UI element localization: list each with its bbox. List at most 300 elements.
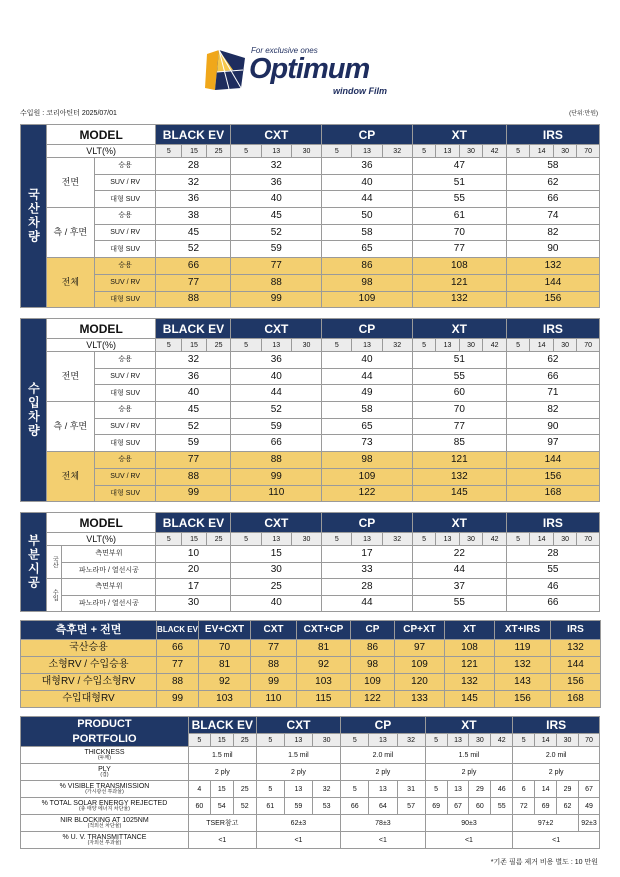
price-cell: 55	[412, 368, 506, 385]
vehicle-type: 파노라마 / 열선시공	[62, 562, 156, 579]
group-label: 전면	[46, 352, 94, 402]
price-cell: 66	[231, 435, 322, 452]
spec-value: <1	[256, 832, 340, 849]
price-cell: 52	[231, 224, 322, 241]
vlt-value: 30	[313, 734, 341, 747]
price-cell: 122	[322, 485, 413, 502]
price-row	[21, 158, 600, 175]
price-cell: 28	[156, 158, 231, 175]
spec-label-ko: (두께)	[97, 755, 111, 761]
vlt-value: 13	[352, 145, 382, 158]
vlt-value: 32	[382, 533, 412, 546]
product-header: XT	[425, 717, 513, 734]
vlt-value: 14	[530, 145, 554, 158]
combo-price-table	[20, 620, 601, 708]
price-cell: 37	[412, 579, 506, 596]
price-row	[21, 208, 600, 225]
spec-label	[21, 832, 189, 849]
combo-price: 133	[395, 691, 445, 708]
vehicle-type: SUV / RV	[94, 368, 156, 385]
spec-value: 97±2	[513, 815, 579, 832]
vlt-value: 25	[206, 339, 231, 352]
price-cell: 38	[156, 208, 231, 225]
combo-price: 132	[495, 657, 551, 674]
price-cell: 144	[506, 274, 599, 291]
header-row	[21, 513, 600, 533]
spec-value: 67	[578, 781, 599, 798]
group-label: 수입	[46, 579, 62, 612]
spec-label-en: % VISIBLE TRANSMISSION	[59, 783, 150, 790]
price-cell: 99	[156, 485, 231, 502]
spec-value: 69	[425, 798, 447, 815]
price-cell: 110	[231, 485, 322, 502]
spec-value: 49	[578, 798, 599, 815]
combo-price: 145	[445, 691, 495, 708]
spec-row	[21, 815, 600, 832]
price-row	[21, 546, 600, 563]
product-header: CP	[322, 513, 413, 533]
spec-label-en: NIR BLOCKING AT 1025NM	[60, 817, 149, 824]
combo-price: 81	[297, 640, 351, 657]
group-label: 전면	[46, 158, 94, 208]
vlt-value: 15	[182, 339, 207, 352]
vlt-value: 5	[412, 339, 436, 352]
vlt-value: 5	[231, 145, 261, 158]
spec-value: 62	[557, 798, 579, 815]
price-cell: 99	[231, 291, 322, 308]
combo-header: EV+CXT	[199, 621, 251, 640]
vlt-value: 30	[553, 533, 577, 546]
spec-value: 78±3	[341, 815, 425, 832]
spec-value: 66	[341, 798, 369, 815]
combo-price: 81	[199, 657, 251, 674]
price-cell: 144	[506, 452, 599, 469]
combo-price: 99	[157, 691, 199, 708]
spec-row	[21, 781, 600, 798]
imported-price-table	[20, 318, 600, 502]
product-header: CP	[322, 125, 413, 145]
price-cell: 28	[322, 579, 413, 596]
combo-price: 144	[551, 657, 601, 674]
spec-value: <1	[513, 832, 600, 849]
combo-header: CXT+CP	[297, 621, 351, 640]
vlt-value: 13	[352, 339, 382, 352]
vlt-value: 32	[397, 734, 425, 747]
price-cell: 108	[412, 258, 506, 275]
vlt-value: 70	[578, 734, 599, 747]
vlt-value: 42	[483, 339, 507, 352]
product-header: IRS	[513, 717, 600, 734]
spec-value: 2 ply	[425, 764, 513, 781]
price-cell: 145	[412, 485, 506, 502]
combo-row	[21, 691, 601, 708]
vlt-value: 14	[535, 734, 557, 747]
combo-row	[21, 657, 601, 674]
price-cell: 109	[322, 468, 413, 485]
price-cell: 97	[506, 435, 599, 452]
vlt-value: 5	[506, 533, 530, 546]
vehicle-type: SUV / RV	[94, 418, 156, 435]
spec-value: 72	[513, 798, 535, 815]
spec-value: 13	[284, 781, 312, 798]
price-row	[21, 224, 600, 241]
importer-info: 수입원 : 코리아틴터 2025/07/01	[20, 110, 117, 117]
price-cell: 77	[231, 258, 322, 275]
model-header: MODEL	[46, 125, 156, 145]
price-cell: 98	[322, 274, 413, 291]
product-header: BLACK EV	[156, 125, 231, 145]
price-cell: 58	[506, 158, 599, 175]
spec-value: 32	[313, 781, 341, 798]
price-cell: 17	[322, 546, 413, 563]
vlt-value: 25	[206, 145, 231, 158]
vlt-value: 5	[506, 145, 530, 158]
price-cell: 36	[231, 174, 322, 191]
spec-value: <1	[188, 832, 256, 849]
spec-value: 69	[535, 798, 557, 815]
price-cell: 52	[156, 241, 231, 258]
spec-value: 15	[210, 781, 233, 798]
combo-price: 97	[395, 640, 445, 657]
price-cell: 15	[231, 546, 322, 563]
price-cell: 70	[412, 402, 506, 419]
spec-value: 61	[256, 798, 284, 815]
price-cell: 168	[506, 485, 599, 502]
price-cell: 98	[322, 452, 413, 469]
vlt-value: 13	[436, 339, 460, 352]
price-cell: 62	[506, 174, 599, 191]
product-header: XT	[412, 319, 506, 339]
spec-row	[21, 747, 600, 764]
combo-header-row	[21, 621, 601, 640]
vlt-value: 70	[577, 533, 600, 546]
vlt-value: 15	[210, 734, 233, 747]
combo-row-label: 국산승용	[21, 640, 157, 657]
vlt-value: 32	[382, 339, 412, 352]
product-header: CXT	[256, 717, 340, 734]
product-header: IRS	[506, 319, 599, 339]
price-cell: 71	[506, 385, 599, 402]
vlt-value: 13	[261, 145, 291, 158]
price-cell: 32	[156, 174, 231, 191]
vlt-value: 13	[447, 734, 469, 747]
vehicle-type: 승용	[94, 402, 156, 419]
price-row	[21, 579, 600, 596]
spec-label	[21, 798, 189, 815]
combo-header: CP	[351, 621, 395, 640]
price-row	[21, 595, 600, 612]
price-cell: 82	[506, 224, 599, 241]
vehicle-type: 대형 SUV	[94, 291, 156, 308]
vehicle-type: 파노라마 / 열선시공	[62, 595, 156, 612]
group-label: 국산	[46, 546, 62, 579]
price-row	[21, 174, 600, 191]
spec-value: 2 ply	[513, 764, 600, 781]
vlt-value: 5	[156, 145, 182, 158]
spec-label	[21, 781, 189, 798]
brand-subtitle: window Film	[333, 86, 387, 96]
price-cell: 32	[231, 158, 322, 175]
vlt-value: 70	[577, 339, 600, 352]
spec-label-ko: (가시광선 투과율)	[85, 789, 124, 795]
price-cell: 121	[412, 452, 506, 469]
price-cell: 22	[412, 546, 506, 563]
vehicle-type: 승용	[94, 352, 156, 369]
combo-header: CXT	[251, 621, 297, 640]
vlt-value: 5	[506, 339, 530, 352]
combo-price: 132	[551, 640, 601, 657]
combo-header: CP+XT	[395, 621, 445, 640]
spec-value: 5	[256, 781, 284, 798]
price-cell: 156	[506, 468, 599, 485]
combo-price: 99	[251, 674, 297, 691]
combo-price: 86	[351, 640, 395, 657]
unit-info: (단위:만원)	[569, 111, 598, 117]
price-cell: 66	[506, 368, 599, 385]
spec-value: 4	[188, 781, 210, 798]
combo-price: 103	[199, 691, 251, 708]
price-cell: 40	[322, 174, 413, 191]
spec-label-en: PLY	[98, 766, 111, 773]
price-cell: 82	[506, 402, 599, 419]
header-row	[21, 319, 600, 339]
spec-label-ko: (겹)	[100, 772, 109, 778]
combo-price: 88	[157, 674, 199, 691]
spec-value: 62±3	[256, 815, 340, 832]
vehicle-type: 대형 SUV	[94, 241, 156, 258]
spec-value: 57	[397, 798, 425, 815]
price-cell: 44	[412, 562, 506, 579]
price-cell: 74	[506, 208, 599, 225]
vehicle-type: SUV / RV	[94, 174, 156, 191]
vlt-label: VLT(%)	[46, 339, 156, 352]
model-header: MODEL	[46, 513, 156, 533]
vlt-row	[21, 145, 600, 158]
product-header: CXT	[231, 319, 322, 339]
domestic-price-table	[20, 124, 600, 308]
vlt-value: 13	[284, 734, 312, 747]
vlt-value: 30	[459, 533, 483, 546]
vlt-value: 70	[577, 145, 600, 158]
section-side-label: 수입차량	[21, 319, 47, 502]
vlt-value: 5	[156, 533, 182, 546]
spec-value: 1.5 mil	[256, 747, 340, 764]
spec-value: 13	[369, 781, 397, 798]
vlt-value: 5	[412, 145, 436, 158]
vlt-value: 5	[231, 339, 261, 352]
price-cell: 47	[412, 158, 506, 175]
spec-value: 54	[210, 798, 233, 815]
spec-value: 90±3	[425, 815, 513, 832]
brand-tagline: For exclusive ones	[251, 46, 318, 55]
price-cell: 88	[231, 452, 322, 469]
vehicle-type: 대형 SUV	[94, 435, 156, 452]
combo-row-label: 수입대형RV	[21, 691, 157, 708]
price-cell: 36	[231, 352, 322, 369]
product-portfolio-table	[20, 716, 600, 849]
spec-value: TSER참고	[188, 815, 256, 832]
section-side-label: 부분시공	[21, 513, 47, 612]
price-cell: 77	[156, 452, 231, 469]
price-cell: 62	[506, 352, 599, 369]
vlt-row	[21, 339, 600, 352]
spec-label-en: THICKNESS	[84, 749, 125, 756]
price-cell: 59	[231, 241, 322, 258]
combo-price: 92	[199, 674, 251, 691]
price-cell: 58	[322, 224, 413, 241]
vehicle-type: 대형 SUV	[94, 485, 156, 502]
spec-label-en: % U. V. TRANSMITTANCE	[62, 834, 147, 841]
vlt-label: VLT(%)	[46, 145, 156, 158]
vlt-value: 13	[261, 533, 291, 546]
price-row	[21, 352, 600, 369]
price-cell: 121	[412, 274, 506, 291]
combo-price: 143	[495, 674, 551, 691]
vlt-value: 30	[459, 145, 483, 158]
product-header: IRS	[506, 513, 599, 533]
price-cell: 88	[156, 468, 231, 485]
vlt-value: 5	[425, 734, 447, 747]
combo-price: 156	[551, 674, 601, 691]
price-cell: 85	[412, 435, 506, 452]
spec-label	[21, 747, 189, 764]
combo-price: 92	[297, 657, 351, 674]
combo-row	[21, 674, 601, 691]
price-cell: 44	[322, 368, 413, 385]
product-header: CP	[341, 717, 425, 734]
vlt-value: 5	[322, 533, 352, 546]
price-cell: 156	[506, 291, 599, 308]
price-row	[21, 435, 600, 452]
combo-price: 122	[351, 691, 395, 708]
group-label: 측 / 후면	[46, 208, 94, 258]
combo-price: 119	[495, 640, 551, 657]
price-cell: 32	[156, 352, 231, 369]
spec-label-ko: (적외선 차단율)	[87, 823, 122, 829]
combo-header: XT+IRS	[495, 621, 551, 640]
combo-price: 103	[297, 674, 351, 691]
spec-value: 2 ply	[256, 764, 340, 781]
group-label: 전체	[46, 452, 94, 502]
price-cell: 17	[156, 579, 231, 596]
vlt-value: 13	[436, 533, 460, 546]
combo-price: 110	[251, 691, 297, 708]
group-label: 전체	[46, 258, 94, 308]
spec-value: <1	[425, 832, 513, 849]
vlt-value: 13	[369, 734, 397, 747]
vlt-value: 30	[553, 145, 577, 158]
vlt-value: 30	[291, 145, 321, 158]
spec-value: 59	[284, 798, 312, 815]
vehicle-type: 승용	[94, 158, 156, 175]
price-cell: 40	[231, 191, 322, 208]
product-header: CXT	[231, 513, 322, 533]
price-cell: 66	[506, 595, 599, 612]
combo-header: IRS	[551, 621, 601, 640]
spec-label	[21, 815, 189, 832]
spec-value: <1	[341, 832, 425, 849]
price-cell: 73	[322, 435, 413, 452]
combo-price: 121	[445, 657, 495, 674]
product-header: XT	[412, 513, 506, 533]
combo-header: BLACK EV	[157, 621, 199, 640]
spec-value: 60	[469, 798, 491, 815]
price-cell: 90	[506, 241, 599, 258]
spec-row	[21, 798, 600, 815]
price-row	[21, 402, 600, 419]
spec-value: 1.5 mil	[188, 747, 256, 764]
vlt-value: 30	[459, 339, 483, 352]
combo-price: 70	[199, 640, 251, 657]
price-row	[21, 485, 600, 502]
vlt-value: 15	[182, 145, 207, 158]
combo-price: 115	[297, 691, 351, 708]
price-cell: 55	[412, 191, 506, 208]
vehicle-type: SUV / RV	[94, 468, 156, 485]
vlt-value: 5	[513, 734, 535, 747]
product-header: BLACK EV	[188, 717, 256, 734]
price-cell: 77	[156, 274, 231, 291]
price-cell: 60	[412, 385, 506, 402]
price-row	[21, 291, 600, 308]
spec-row	[21, 764, 600, 781]
price-cell: 77	[412, 418, 506, 435]
price-cell: 25	[231, 579, 322, 596]
vlt-value: 5	[322, 339, 352, 352]
price-cell: 86	[322, 258, 413, 275]
vehicle-type: 승용	[94, 258, 156, 275]
spec-value: 14	[535, 781, 557, 798]
brand-name: Optimum	[249, 53, 370, 85]
price-cell: 52	[231, 402, 322, 419]
price-cell: 40	[231, 595, 322, 612]
header-row	[21, 125, 600, 145]
combo-row-label: 소형RV / 수입승용	[21, 657, 157, 674]
combo-header: XT	[445, 621, 495, 640]
combo-price: 88	[251, 657, 297, 674]
spec-value: 2 ply	[341, 764, 425, 781]
price-cell: 65	[322, 418, 413, 435]
price-row	[21, 385, 600, 402]
price-cell: 90	[506, 418, 599, 435]
combo-title: 측후면 + 전면	[21, 621, 157, 640]
price-row	[21, 468, 600, 485]
spec-value: 25	[233, 781, 256, 798]
price-cell: 45	[156, 402, 231, 419]
spec-value: 13	[447, 781, 469, 798]
combo-price: 66	[157, 640, 199, 657]
price-cell: 55	[506, 562, 599, 579]
spec-value: 2 ply	[188, 764, 256, 781]
price-cell: 30	[231, 562, 322, 579]
price-cell: 66	[156, 258, 231, 275]
vehicle-type: 대형 SUV	[94, 385, 156, 402]
vehicle-type: 대형 SUV	[94, 191, 156, 208]
price-row	[21, 562, 600, 579]
vlt-value: 25	[206, 533, 231, 546]
price-row	[21, 241, 600, 258]
spec-label	[21, 764, 189, 781]
vlt-value: 5	[188, 734, 210, 747]
vlt-value: 42	[483, 145, 507, 158]
footnote: *기존 필름 제거 비용 별도 : 10 만원	[490, 859, 598, 866]
price-cell: 59	[156, 435, 231, 452]
price-row	[21, 258, 600, 275]
price-cell: 36	[156, 191, 231, 208]
combo-price: 108	[445, 640, 495, 657]
vlt-value: 30	[469, 734, 491, 747]
vlt-value: 13	[352, 533, 382, 546]
